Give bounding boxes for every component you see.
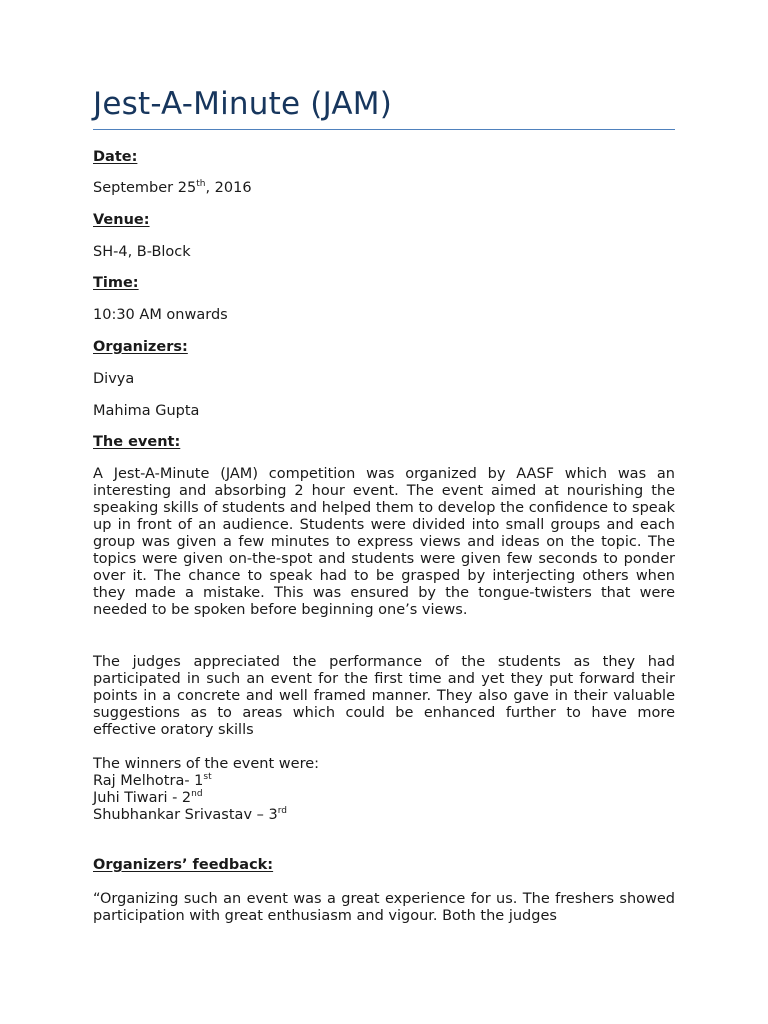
date-value-sup: th bbox=[196, 179, 206, 189]
organizer-name: Divya bbox=[93, 371, 135, 387]
time-heading: Time: bbox=[93, 275, 139, 291]
winner-name: Juhi Tiwari - 2 bbox=[93, 790, 192, 806]
winner-rank-sup: st bbox=[203, 772, 212, 782]
winners-block bbox=[93, 756, 319, 824]
organizer-name: Mahima Gupta bbox=[93, 403, 200, 419]
venue-heading: Venue: bbox=[93, 212, 150, 228]
winner-item bbox=[93, 773, 319, 790]
feedback-heading: Organizers’ feedback: bbox=[93, 857, 274, 873]
winner-name: Raj Melhotra- 1 bbox=[93, 773, 204, 789]
date-value-main: September 25 bbox=[93, 180, 197, 196]
organizers-heading: Organizers: bbox=[93, 339, 188, 355]
judges-paragraph: The judges appreciated the performance of the students as they had participated in such an event for the first time and yet they put forward their points in a concrete and well framed manner. They also gave in their valuable suggestions as to areas which could be enhanced further to have more effective oratory skills bbox=[93, 654, 675, 738]
event-paragraph: A Jest-A-Minute (JAM) competition was organized by AASF which was an interesting and absorbing 2 hour event. The event aimed at nourishing the speaking skills of students and helped them to develop the confidence to speak up in front of an audience. Students were divided into small groups and each group was given a few minutes to express views and ideas on the topic. The topics were given on-the-spot and students were given few seconds to ponder over it. The chance to speak had to be grasped by interjecting others when they made a mistake. This was ensured by the tongue-twisters that were needed to be spoken before beginning one’s views. bbox=[93, 466, 675, 618]
title-divider bbox=[93, 129, 675, 130]
time-value: 10:30 AM onwards bbox=[93, 307, 228, 323]
date-heading: Date: bbox=[93, 149, 138, 165]
winner-rank-sup: rd bbox=[277, 806, 287, 816]
venue-value: SH-4, B-Block bbox=[93, 244, 191, 260]
winner-item bbox=[93, 790, 319, 807]
date-value bbox=[93, 180, 252, 197]
winner-rank-sup: nd bbox=[191, 789, 203, 799]
winners-intro: The winners of the event were: bbox=[93, 756, 320, 772]
feedback-paragraph: “Organizing such an event was a great experience for us. The freshers showed participation with great enthusiasm and vigour. Both the judges bbox=[93, 891, 675, 924]
winner-item bbox=[93, 807, 319, 824]
winner-name: Shubhankar Srivastav – 3 bbox=[93, 807, 278, 823]
date-value-year: , 2016 bbox=[205, 180, 252, 196]
event-heading: The event: bbox=[93, 434, 181, 450]
page-title: Jest-A-Minute (JAM) bbox=[93, 86, 393, 122]
